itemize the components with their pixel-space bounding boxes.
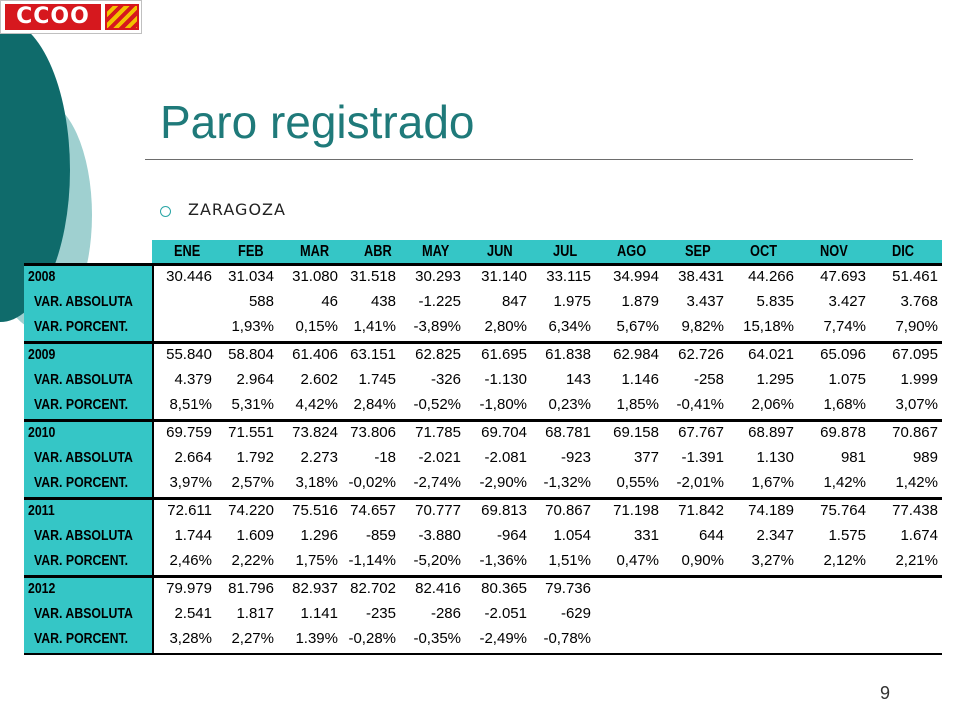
- abs-change-cell: -923: [560, 449, 591, 466]
- abs-change-cell: 1.575: [828, 527, 866, 544]
- total-cell: 47.693: [820, 268, 866, 285]
- page-title: Paro registrado: [160, 96, 475, 148]
- total-cell: 51.461: [892, 268, 938, 285]
- total-cell: 67.767: [678, 424, 724, 441]
- abs-change-cell: 1.296: [300, 527, 338, 544]
- year-label: 2009: [28, 346, 56, 363]
- abs-change-cell: 1.744: [174, 527, 212, 544]
- abs-change-cell: 2.541: [174, 605, 212, 622]
- pct-change-cell: -0,28%: [348, 630, 396, 647]
- pct-change-cell: 4,42%: [295, 396, 338, 413]
- abs-change-cell: 46: [321, 293, 338, 310]
- abs-change-cell: -964: [496, 527, 527, 544]
- var-porcent-label: VAR. PORCENT.: [34, 318, 129, 335]
- abs-change-cell: 981: [840, 449, 866, 466]
- abs-change-cell: -235: [365, 605, 396, 622]
- pct-change-cell: 3,97%: [169, 474, 212, 491]
- abs-change-cell: -1.130: [484, 371, 527, 388]
- month-header-9: OCT: [750, 243, 778, 260]
- total-cell: 61.406: [292, 346, 338, 363]
- pct-change-cell: 2,06%: [751, 396, 794, 413]
- abs-change-cell: -2.051: [484, 605, 527, 622]
- total-cell: 81.796: [228, 580, 274, 597]
- total-cell: 68.781: [545, 424, 591, 441]
- abs-change-cell: -1.391: [681, 449, 724, 466]
- aragon-flag-icon: [105, 4, 139, 30]
- total-cell: 44.266: [748, 268, 794, 285]
- abs-change-cell: 3.437: [686, 293, 724, 310]
- pct-change-cell: 7,74%: [823, 318, 866, 335]
- pct-change-cell: 2,22%: [231, 552, 274, 569]
- total-cell: 69.759: [166, 424, 212, 441]
- pct-change-cell: 3,28%: [169, 630, 212, 647]
- year-label: 2010: [28, 424, 56, 441]
- abs-change-cell: 1.295: [756, 371, 794, 388]
- total-cell: 62.984: [613, 346, 659, 363]
- total-cell: 79.736: [545, 580, 591, 597]
- pct-change-cell: 1,67%: [751, 474, 794, 491]
- abs-change-cell: 1.075: [828, 371, 866, 388]
- month-header-row: [152, 240, 942, 264]
- total-cell: 34.994: [613, 268, 659, 285]
- abs-change-cell: 588: [248, 293, 274, 310]
- year-label: 2012: [28, 580, 56, 597]
- pct-change-cell: 1,93%: [231, 318, 274, 335]
- abs-change-cell: 377: [633, 449, 659, 466]
- total-cell: 69.704: [481, 424, 527, 441]
- pct-change-cell: 0,23%: [548, 396, 591, 413]
- total-cell: 61.695: [481, 346, 527, 363]
- month-header-10: NOV: [820, 243, 848, 260]
- total-cell: 55.840: [166, 346, 212, 363]
- var-porcent-label: VAR. PORCENT.: [34, 474, 129, 491]
- pct-change-cell: 8,51%: [169, 396, 212, 413]
- var-absoluta-label: VAR. ABSOLUTA: [34, 605, 133, 622]
- total-cell: 74.657: [350, 502, 396, 519]
- pct-change-cell: 2,46%: [169, 552, 212, 569]
- total-cell: 70.777: [415, 502, 461, 519]
- total-cell: 70.867: [545, 502, 591, 519]
- abs-change-cell: -629: [560, 605, 591, 622]
- total-cell: 72.611: [167, 502, 212, 519]
- year-label: 2008: [28, 268, 56, 285]
- pct-change-cell: -2,49%: [479, 630, 527, 647]
- pct-change-cell: 7,90%: [895, 318, 938, 335]
- pct-change-cell: 1,75%: [295, 552, 338, 569]
- pct-change-cell: 1,41%: [353, 318, 396, 335]
- abs-change-cell: 1.609: [236, 527, 274, 544]
- total-cell: 31.140: [481, 268, 527, 285]
- abs-change-cell: 331: [633, 527, 659, 544]
- total-cell: 67.095: [892, 346, 938, 363]
- pct-change-cell: -0,78%: [543, 630, 591, 647]
- abs-change-cell: -3.880: [418, 527, 461, 544]
- month-header-2: MAR: [300, 243, 330, 260]
- abs-change-cell: -859: [365, 527, 396, 544]
- total-cell: 74.189: [748, 502, 794, 519]
- var-porcent-label: VAR. PORCENT.: [34, 630, 129, 647]
- hollow-circle-bullet-icon: [160, 206, 171, 217]
- year-label: 2011: [28, 502, 55, 519]
- total-cell: 65.096: [820, 346, 866, 363]
- month-header-4: MAY: [422, 243, 450, 260]
- pct-change-cell: -1,80%: [479, 396, 527, 413]
- pct-change-cell: 0,47%: [616, 552, 659, 569]
- pct-change-cell: 2,80%: [484, 318, 527, 335]
- abs-change-cell: 143: [565, 371, 591, 388]
- block-separator: [24, 575, 942, 578]
- pct-change-cell: -2,90%: [479, 474, 527, 491]
- total-cell: 73.824: [292, 424, 338, 441]
- total-cell: 61.838: [545, 346, 591, 363]
- total-cell: 77.438: [892, 502, 938, 519]
- abs-change-cell: 989: [912, 449, 938, 466]
- block-separator: [24, 419, 942, 422]
- total-cell: 68.897: [748, 424, 794, 441]
- pct-change-cell: 0,55%: [616, 474, 659, 491]
- total-cell: 79.979: [166, 580, 212, 597]
- month-header-1: FEB: [238, 243, 264, 260]
- block-separator: [24, 263, 942, 266]
- abs-change-cell: 2.664: [174, 449, 212, 466]
- block-separator: [24, 341, 942, 344]
- abs-change-cell: -1.225: [418, 293, 461, 310]
- abs-change-cell: -2.081: [484, 449, 527, 466]
- month-header-0: ENE: [174, 243, 201, 260]
- pct-change-cell: 0,90%: [681, 552, 724, 569]
- month-header-3: ABR: [364, 243, 392, 260]
- var-porcent-label: VAR. PORCENT.: [34, 396, 129, 413]
- table-bottom-rule: [24, 653, 942, 655]
- total-cell: 30.293: [415, 268, 461, 285]
- pct-change-cell: 3,18%: [295, 474, 338, 491]
- pct-change-cell: -2,01%: [676, 474, 724, 491]
- pct-change-cell: 9,82%: [681, 318, 724, 335]
- pct-change-cell: 1,51%: [548, 552, 591, 569]
- month-header-11: DIC: [892, 243, 915, 260]
- pct-change-cell: -0,02%: [348, 474, 396, 491]
- month-header-5: JUN: [487, 243, 513, 260]
- var-absoluta-label: VAR. ABSOLUTA: [34, 371, 133, 388]
- pct-change-cell: -1,32%: [543, 474, 591, 491]
- pct-change-cell: 6,34%: [548, 318, 591, 335]
- logo-wordmark: CCOO: [5, 4, 101, 30]
- var-porcent-label: VAR. PORCENT.: [34, 552, 129, 569]
- total-cell: 62.825: [415, 346, 461, 363]
- abs-change-cell: 438: [370, 293, 396, 310]
- page-number: 9: [880, 683, 891, 703]
- total-cell: 62.726: [678, 346, 724, 363]
- abs-change-cell: 2.347: [756, 527, 794, 544]
- total-cell: 70.867: [892, 424, 938, 441]
- abs-change-cell: 1.879: [621, 293, 659, 310]
- month-header-7: AGO: [617, 243, 647, 260]
- pct-change-cell: -2,74%: [413, 474, 461, 491]
- unemployment-table: [24, 240, 942, 662]
- pct-change-cell: 3,07%: [895, 396, 938, 413]
- total-cell: 30.446: [166, 268, 212, 285]
- pct-change-cell: -0,41%: [676, 396, 724, 413]
- total-cell: 38.431: [678, 268, 724, 285]
- total-cell: 58.804: [228, 346, 274, 363]
- total-cell: 69.158: [613, 424, 659, 441]
- total-cell: 31.034: [228, 268, 274, 285]
- pct-change-cell: 2,27%: [231, 630, 274, 647]
- total-cell: 69.813: [481, 502, 527, 519]
- month-header-8: SEP: [685, 243, 711, 260]
- total-cell: 71.842: [678, 502, 724, 519]
- pct-change-cell: 1,68%: [823, 396, 866, 413]
- abs-change-cell: -286: [430, 605, 461, 622]
- abs-change-cell: 847: [501, 293, 527, 310]
- abs-change-cell: 1.141: [300, 605, 338, 622]
- abs-change-cell: 1.817: [236, 605, 274, 622]
- total-cell: 31.080: [292, 268, 338, 285]
- total-cell: 64.021: [748, 346, 794, 363]
- total-cell: 74.220: [228, 502, 274, 519]
- pct-change-cell: 1,42%: [895, 474, 938, 491]
- pct-change-cell: 2,84%: [353, 396, 396, 413]
- region-subtitle: ZARAGOZA: [188, 200, 286, 219]
- total-cell: 73.806: [350, 424, 396, 441]
- title-divider: [145, 159, 913, 160]
- total-cell: 75.764: [820, 502, 866, 519]
- ccoo-logo: [0, 0, 142, 34]
- abs-change-cell: 2.273: [300, 449, 338, 466]
- pct-change-cell: 2,57%: [231, 474, 274, 491]
- total-cell: 71.551: [228, 424, 274, 441]
- abs-change-cell: 1.146: [621, 371, 659, 388]
- total-cell: 63.151: [350, 346, 396, 363]
- total-cell: 31.518: [350, 268, 396, 285]
- pct-change-cell: -3,89%: [413, 318, 461, 335]
- total-cell: 69.878: [820, 424, 866, 441]
- var-absoluta-label: VAR. ABSOLUTA: [34, 527, 133, 544]
- pct-change-cell: 1.39%: [295, 630, 338, 647]
- total-cell: 80.365: [481, 580, 527, 597]
- abs-change-cell: 1.054: [553, 527, 591, 544]
- abs-change-cell: 1.999: [900, 371, 938, 388]
- pct-change-cell: 15,18%: [743, 318, 794, 335]
- abs-change-cell: 1.745: [358, 371, 396, 388]
- abs-change-cell: -326: [430, 371, 461, 388]
- abs-change-cell: -18: [374, 449, 396, 466]
- pct-change-cell: -1,36%: [479, 552, 527, 569]
- var-absoluta-label: VAR. ABSOLUTA: [34, 449, 133, 466]
- month-header-6: JUL: [553, 243, 578, 260]
- abs-change-cell: 2.602: [300, 371, 338, 388]
- pct-change-cell: 1,85%: [616, 396, 659, 413]
- abs-change-cell: 1.792: [236, 449, 274, 466]
- abs-change-cell: -258: [693, 371, 724, 388]
- pct-change-cell: -1,14%: [348, 552, 396, 569]
- pct-change-cell: 1,42%: [823, 474, 866, 491]
- abs-change-cell: 1.130: [756, 449, 794, 466]
- abs-change-cell: 1.975: [553, 293, 591, 310]
- total-cell: 82.702: [350, 580, 396, 597]
- abs-change-cell: -2.021: [418, 449, 461, 466]
- total-cell: 82.937: [292, 580, 338, 597]
- var-absoluta-label: VAR. ABSOLUTA: [34, 293, 133, 310]
- abs-change-cell: 644: [698, 527, 724, 544]
- abs-change-cell: 3.427: [828, 293, 866, 310]
- pct-change-cell: 5,67%: [616, 318, 659, 335]
- block-separator: [24, 497, 942, 500]
- pct-change-cell: -0,52%: [413, 396, 461, 413]
- total-cell: 75.516: [292, 502, 338, 519]
- total-cell: 71.785: [415, 424, 461, 441]
- abs-change-cell: 4.379: [174, 371, 212, 388]
- abs-change-cell: 1.674: [900, 527, 938, 544]
- abs-change-cell: 5.835: [756, 293, 794, 310]
- pct-change-cell: 0,15%: [295, 318, 338, 335]
- pct-change-cell: 3,27%: [751, 552, 794, 569]
- total-cell: 33.115: [546, 268, 591, 285]
- abs-change-cell: 2.964: [236, 371, 274, 388]
- pct-change-cell: -5,20%: [413, 552, 461, 569]
- abs-change-cell: 3.768: [900, 293, 938, 310]
- total-cell: 71.198: [613, 502, 659, 519]
- total-cell: 82.416: [415, 580, 461, 597]
- pct-change-cell: 5,31%: [231, 396, 274, 413]
- pct-change-cell: 2,12%: [823, 552, 866, 569]
- pct-change-cell: -0,35%: [413, 630, 461, 647]
- pct-change-cell: 2,21%: [895, 552, 938, 569]
